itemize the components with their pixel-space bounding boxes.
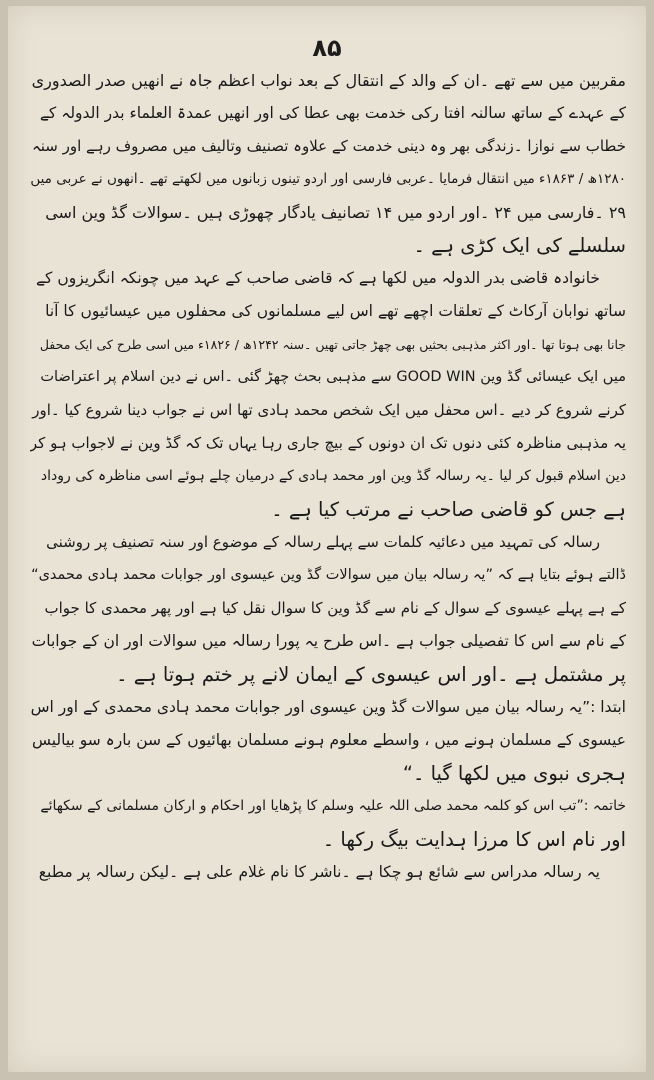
text-line: عیسوی کے مسلمان ہونے میں ، واسطے معلوم ہونے مسلمان بھائیوں کے سن بارہ سو بیالیس bbox=[31, 731, 626, 749]
text-line: کے عہدے کے ساتھ سالنہ افتا رکی خدمت بھی عطا کی اور انھیں عمدۃ العلماء بدر الدولہ کے bbox=[39, 104, 626, 122]
text-line: ہے جس کو قاضی صاحب نے مرتب کیا ہے ۔ bbox=[271, 498, 626, 521]
page-number: ۸۵ bbox=[312, 34, 342, 62]
text-line: ڈالتے ہوئے بتایا ہے کہ ”یہ رسالہ بیان میں سوالات گڈ وین عیسوی اور جوابات محمد ہادی محمدی“ bbox=[31, 567, 626, 583]
quote-line-opening: ابتدا :”یہ رسالہ بیان میں سوالات گڈ وین عیسوی اور جوابات محمد ہادی محمدی کے اور اس bbox=[30, 698, 626, 716]
text-line: کے ہے پہلے عیسوی کے سوال کے نام سے گڈ وین کا سوال نقل کیا ہے اور پھر محمدی کا جواب bbox=[44, 599, 626, 617]
text-line: میں ایک عیسائی گڈ وین GOOD WIN سے مذہبی بحث چھڑ گئی ۔اس نے دین اسلام پر اعتراضات bbox=[40, 369, 626, 385]
quote-line-closing: خاتمہ :”تب اس کو کلمہ محمد صلی اللہ علیہ وسلم کا پڑھایا اور احکام و ارکان مسلمانی کے سکھائے bbox=[40, 798, 626, 814]
text-line: جانا بھی ہوتا تھا ۔اور اکثر مذہبی بحثیں بھی چھڑ جاتی تھیں ۔سنہ ۱۲۴۲ھ / ۱۸۲۶ء میں اسی طرح کی ایک محفل bbox=[39, 337, 626, 352]
text-line: کے نام سے اس کا تفصیلی جواب ہے ۔اس طرح یہ پورا رسالہ میں سوالات اور ان کے جوابات bbox=[31, 632, 626, 650]
text-line: سلسلے کی ایک کڑی ہے ۔ bbox=[413, 234, 626, 257]
body-text bbox=[30, 64, 626, 889]
text-line: کرنے شروع کر دیے ۔اس محفل میں ایک شخص محمد ہادی تھا اس نے جواب دینا شروع کیا ۔اور bbox=[32, 401, 626, 419]
text-line: دین اسلام قبول کر لیا ۔یہ رسالہ گڈ وین اور محمد ہادی کے درمیان چلے ہوئے اسی مناظرہ کی روداد bbox=[40, 468, 626, 484]
text-line: مقربین میں سے تھے ۔ان کے والد کے انتقال کے بعد نواب اعظم جاہ نے انھیں صدر الصدوری bbox=[31, 71, 626, 90]
text-line: ساتھ نوابان آرکاٹ کے تعلقات اچھے تھے اس لیے مسلمانوں کی محفلوں میں عیسائیوں کا آنا bbox=[45, 302, 626, 320]
paragraph-start-line: یہ رسالہ مدراس سے شائع ہو چکا ہے ۔ناشر کا نام غلام علی ہے ۔لیکن رسالہ پر مطبع bbox=[38, 863, 600, 881]
text-line: یہ مذہبی مناظرہ کئی دنوں تک ان دونوں کے بیچ جاری رہا یہاں تک کہ گڈ وین نے لاجواب ہو کر bbox=[30, 434, 626, 452]
paragraph-start-line: خانوادہ قاضی بدر الدولہ میں لکھا ہے کہ قاضی صاحب کے عہد میں چونکہ انگریزوں کے bbox=[35, 269, 600, 287]
text-line: خطاب سے نوازا ۔زندگی بھر وہ دینی خدمت کے علاوہ تصنیف وتالیف میں مصروف رہے اور سنہ bbox=[31, 137, 626, 155]
text-line: پر مشتمل ہے ۔اور اس عیسوی کے ایمان لانے پر ختم ہوتا ہے ۔ bbox=[116, 663, 626, 686]
text-line: اور نام اس کا مرزا ہدایت بیگ رکھا ۔ bbox=[322, 828, 626, 851]
text-line: ۲۹ ۔فارسی میں ۲۴ ۔اور اردو میں ۱۴ تصانیف یادگار چھوڑی ہیں ۔سوالات گڈ وین اسی bbox=[45, 203, 626, 222]
text-line: ۱۲۸۰ھ / ۱۸۶۳ء میں انتقال فرمایا ۔عربی فارسی اور اردو تینوں زبانوں میں لکھتے تھے ۔انھوں نے عربی میں bbox=[30, 171, 626, 187]
book-page bbox=[8, 6, 646, 1072]
text-line: ہجری نبوی میں لکھا گیا ۔“ bbox=[402, 762, 626, 785]
paragraph-start-line: رسالہ کی تمہید میں دعائیہ کلمات سے پہلے رسالہ کے موضوع اور سنہ تصنیف پر روشنی bbox=[46, 533, 600, 551]
